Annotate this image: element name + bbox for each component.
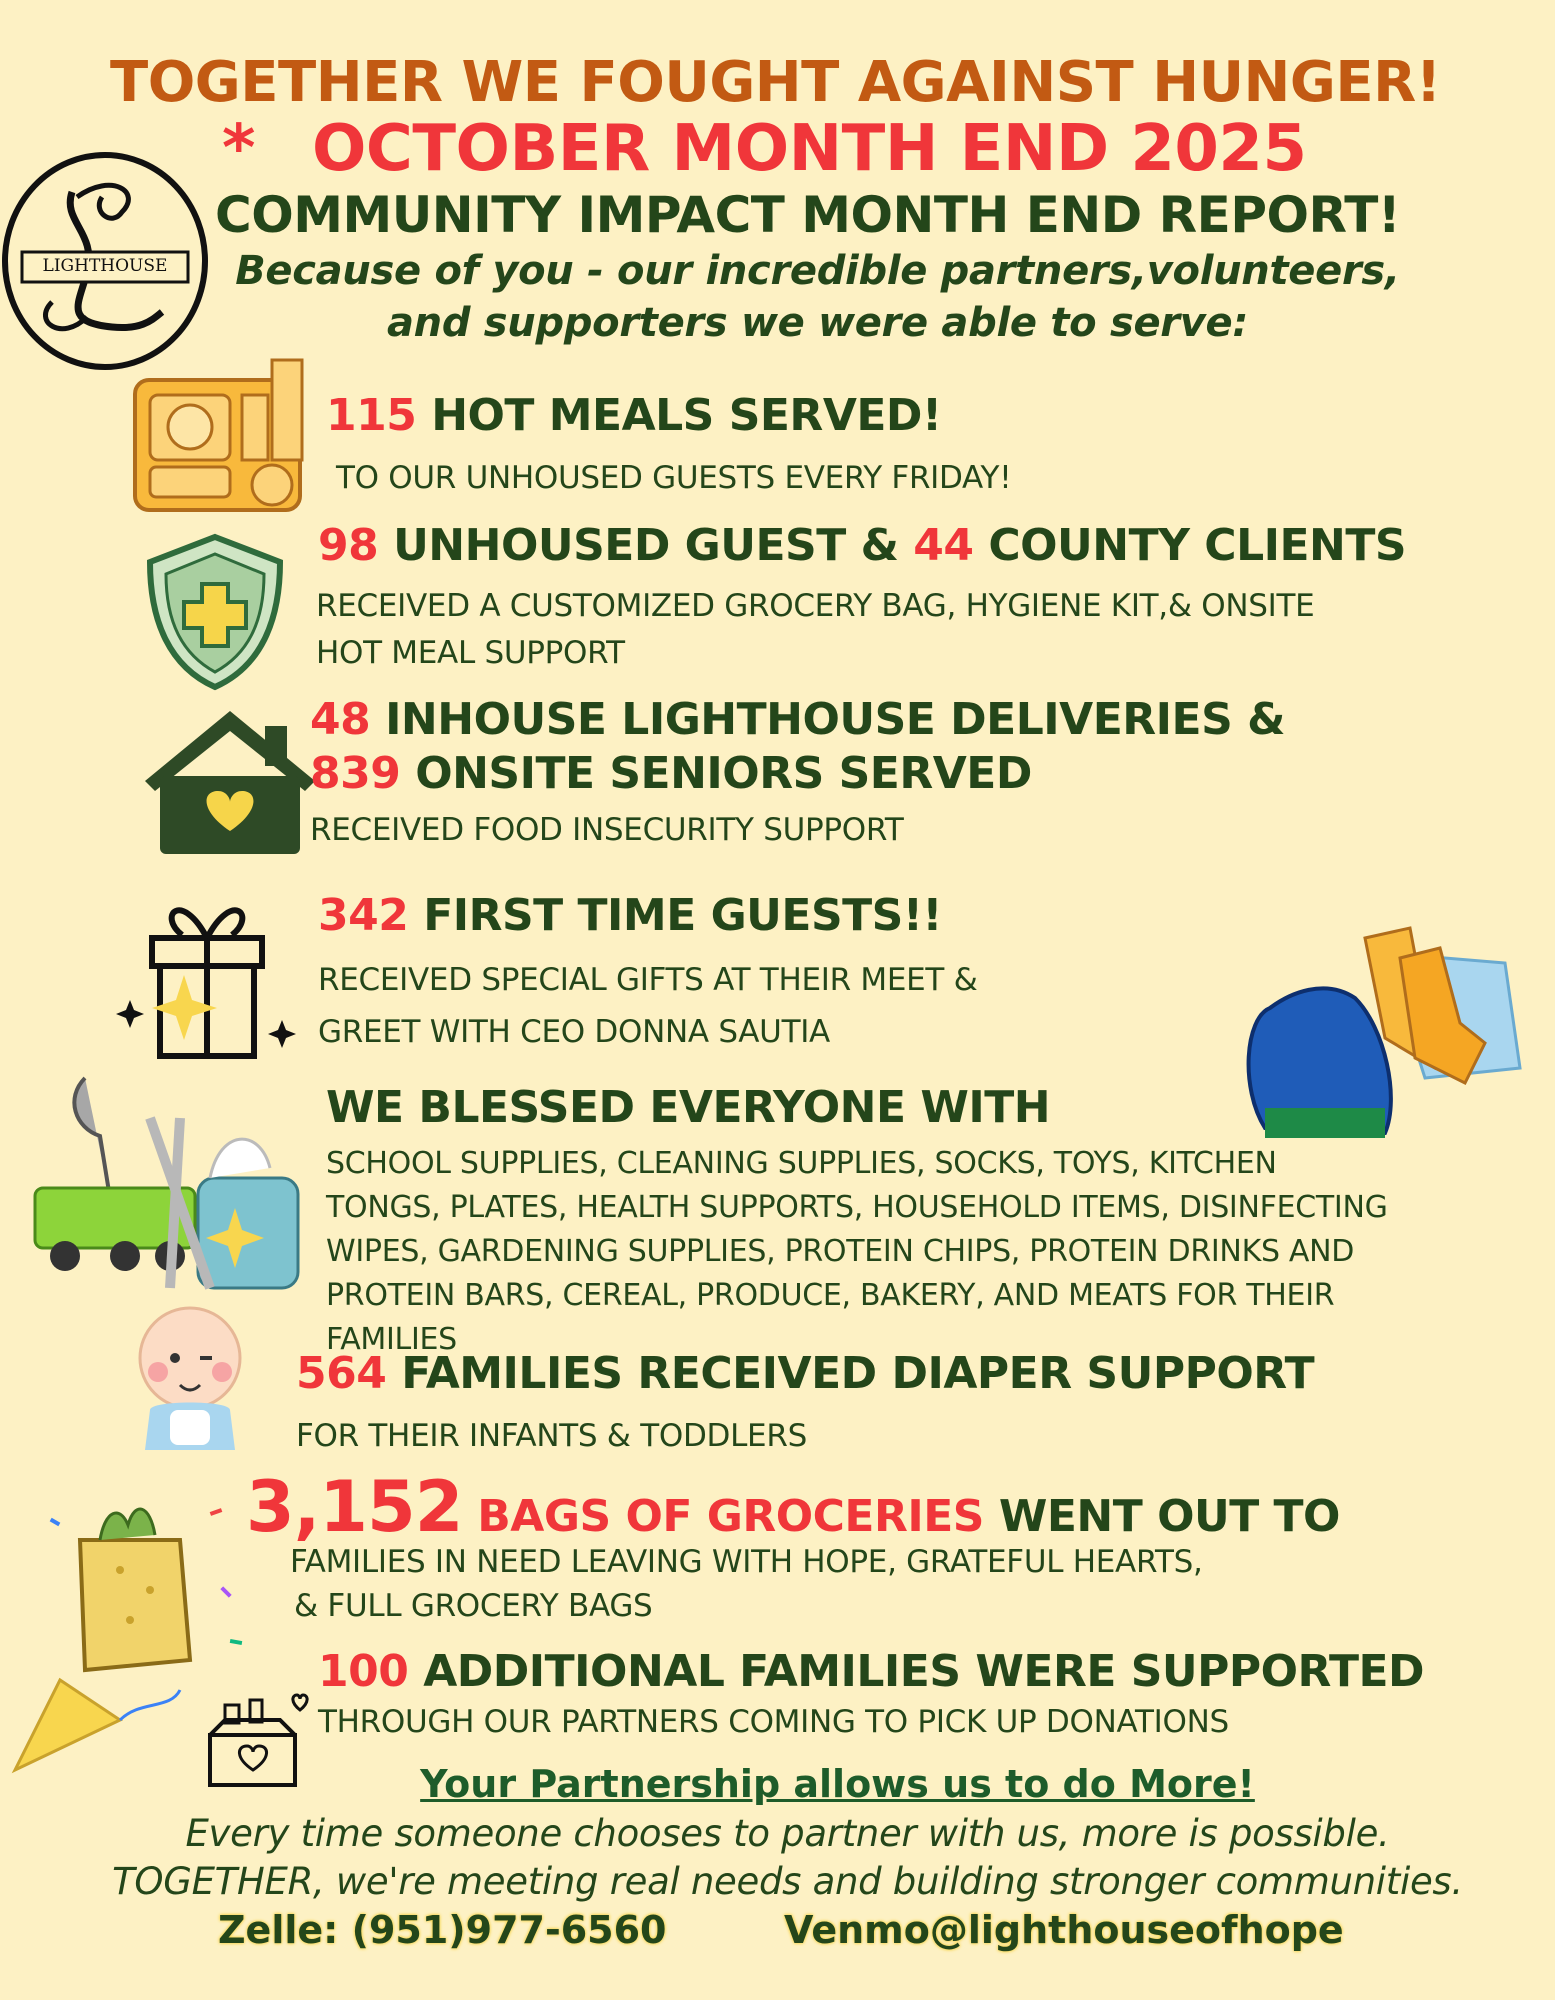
- guests-number-2: 44: [913, 520, 974, 571]
- deliveries-line-1: RECEIVED FOOD INSECURITY SUPPORT: [310, 812, 904, 848]
- meals-number: 115: [326, 390, 417, 441]
- health-shield-icon: [140, 532, 290, 692]
- first-time-heading: [318, 890, 942, 941]
- groceries-title-green: WENT OUT TO: [998, 1491, 1340, 1542]
- partners-heading: [318, 1646, 1424, 1697]
- groceries-line-1: FAMILIES IN NEED LEAVING WITH HOPE, GRATEFUL HEARTS,: [290, 1544, 1203, 1580]
- lighthouse-logo: [2, 152, 208, 370]
- logo-text: LIGHTHOUSE: [42, 256, 168, 276]
- asterisk: *: [222, 112, 255, 186]
- deliveries-heading-2: [310, 748, 1032, 799]
- meals-title: HOT MEALS SERVED!: [431, 390, 942, 441]
- deliveries-number-2: 839: [310, 748, 401, 799]
- guests-number-1: 98: [318, 520, 379, 571]
- groceries-title-red: BAGS OF GROCERIES: [477, 1491, 984, 1542]
- diapers-title: FAMILIES RECEIVED DIAPER SUPPORT: [401, 1348, 1315, 1399]
- month-title: OCTOBER MONTH END 2025: [312, 112, 1307, 186]
- meal-tray-icon: [130, 355, 310, 515]
- guests-line-2: HOT MEAL SUPPORT: [316, 635, 625, 671]
- backpack-socks-icon: [1235, 918, 1525, 1148]
- baby-icon: [120, 1300, 260, 1460]
- deliveries-heading-1: [310, 694, 1285, 745]
- guests-heading: [318, 520, 1406, 571]
- gift-box-icon: [112, 880, 312, 1060]
- groceries-number: 3,152: [246, 1466, 463, 1548]
- blessed-line-5: FAMILIES: [326, 1322, 457, 1357]
- blessed-line-4: PROTEIN BARS, CEREAL, PRODUCE, BAKERY, AND MEATS FOR THEIR: [326, 1278, 1335, 1313]
- headline: TOGETHER WE FOUGHT AGAINST HUNGER!: [110, 50, 1441, 115]
- supplies-icon: [30, 1058, 330, 1298]
- first-time-line-2: GREET WITH CEO DONNA SAUTIA: [318, 1014, 830, 1050]
- blessed-line-1: SCHOOL SUPPLIES, CLEANING SUPPLIES, SOCKS, TOYS, KITCHEN: [326, 1146, 1277, 1181]
- footer-line-1: Every time someone chooses to partner with us, more is possible.: [185, 1812, 1390, 1855]
- intro-line-1: Because of you - our incredible partners,volunteers,: [235, 248, 1400, 294]
- first-time-line-1: RECEIVED SPECIAL GIFTS AT THEIR MEET &: [318, 962, 978, 998]
- deliveries-number-1: 48: [310, 694, 371, 745]
- meals-line-1: TO OUR UNHOUSED GUESTS EVERY FRIDAY!: [336, 460, 1012, 496]
- first-time-number: 342: [318, 890, 409, 941]
- partners-title: ADDITIONAL FAMILIES WERE SUPPORTED: [423, 1646, 1425, 1697]
- blessed-title: WE BLESSED EVERYONE WITH: [326, 1082, 1051, 1133]
- meals-heading: [326, 390, 942, 441]
- report-title: COMMUNITY IMPACT MONTH END REPORT!: [215, 186, 1401, 244]
- partners-number: 100: [318, 1646, 409, 1697]
- footer-line-2: TOGETHER, we're meeting real needs and building stronger communities.: [112, 1860, 1463, 1903]
- groceries-heading: [246, 1466, 1340, 1548]
- guests-title-1: UNHOUSED GUEST &: [393, 520, 899, 571]
- deliveries-title-2: ONSITE SENIORS SERVED: [415, 748, 1032, 799]
- diapers-number: 564: [296, 1348, 387, 1399]
- groceries-line-2: & FULL GROCERY BAGS: [294, 1588, 653, 1624]
- guests-title-2: COUNTY CLIENTS: [988, 520, 1407, 571]
- home-heart-icon: [140, 706, 320, 856]
- blessed-line-2: TONGS, PLATES, HEALTH SUPPORTS, HOUSEHOLD ITEMS, DISINFECTING: [326, 1190, 1388, 1225]
- partnership-link[interactable]: Your Partnership allows us to do More!: [420, 1762, 1255, 1806]
- diapers-heading: [296, 1348, 1314, 1399]
- blessed-line-3: WIPES, GARDENING SUPPLIES, PROTEIN CHIPS, PROTEIN DRINKS AND: [326, 1234, 1355, 1269]
- venmo-info[interactable]: Venmo@lighthouseofhope: [784, 1908, 1344, 1952]
- first-time-title: FIRST TIME GUESTS!!: [423, 890, 942, 941]
- zelle-info[interactable]: Zelle: (951)977-6560: [218, 1908, 667, 1952]
- diapers-line-1: FOR THEIR INFANTS & TODDLERS: [296, 1418, 807, 1454]
- guests-line-1: RECEIVED A CUSTOMIZED GROCERY BAG, HYGIENE KIT,& ONSITE: [316, 588, 1315, 624]
- partners-line-1: THROUGH OUR PARTNERS COMING TO PICK UP DONATIONS: [318, 1704, 1229, 1740]
- deliveries-title-1: INHOUSE LIGHTHOUSE DELIVERIES &: [385, 694, 1285, 745]
- intro-line-2: and supporters we were able to serve:: [386, 300, 1249, 346]
